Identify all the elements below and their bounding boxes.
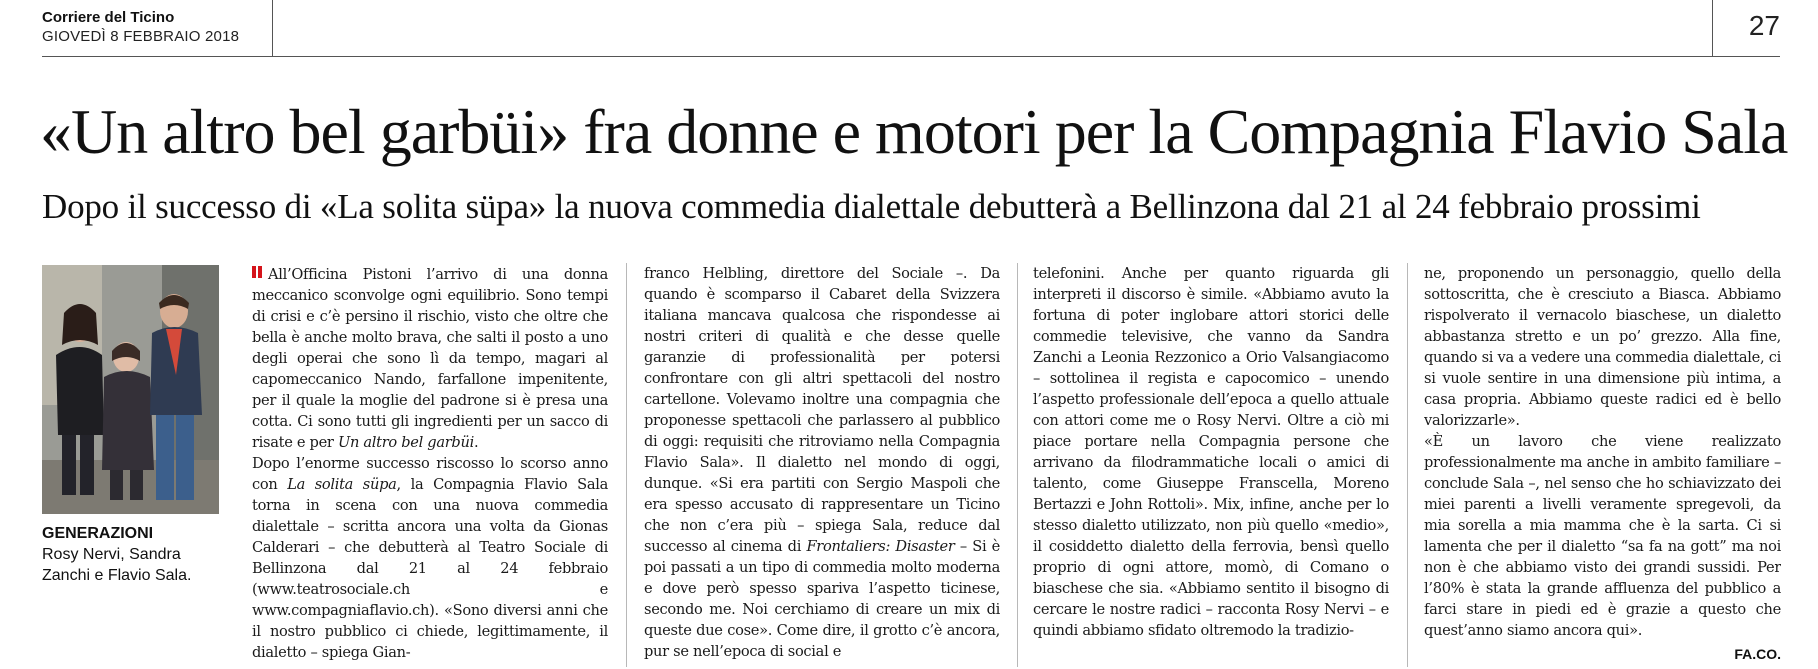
article-column-2 [644, 263, 1000, 667]
article-headline: «Un altro bel garbüi» fra donne e motori per la Compagnia Flavio Sala [40, 96, 1788, 167]
article-subhead: Dopo il successo di «La solita süpa» la nuova commedia dialettale debutterà a Bellinzona dal 21 al 24 febbraio prossimi [42, 187, 1701, 226]
photo-caption [42, 523, 222, 586]
column-divider [626, 263, 627, 667]
header-divider-left [272, 0, 273, 56]
article-photo [42, 265, 219, 514]
author-initials: FA.CO. [1734, 646, 1781, 662]
page-header [42, 0, 1780, 57]
paragraph: telefonini. Anche per quanto riguarda gli interpreti il discorso è simile. «Abbiamo avuto la fortuna di poter inglobare attori storici delle commedie televisive, che vanno da Sandra Zanchi a Leonia Rezzonico a Orio Valsangiacomo – sottolinea il regista e capocomico – unendo l’aspetto professionale dell’epoca a quello attuale con attori come me o Rosy Nervi. Oltre a ciò mi piace portare nella Compagnia persone che arrivano da filodrammatiche locali o amici di talento, come Giuseppe Franscella, Moreno Bertazzi e John Rottoli». Mix, infine, anche per lo stesso dialetto utilizzato, non più quello «medio», il cosiddetto dialetto della ferrovia, bensì quello proprio di ogni attore, momò, di Comano o biaschese che sia. «Abbiamo sentito il bisogno di cercare le nostre radici – racconta Rosy Nervi – e quindi abbiamo sfidato oltremodo la tradizio- [1033, 265, 1389, 639]
text-run: All’Officina Pistoni l’arrivo di una donna meccanico sconvolge ogni equilibrio. Sono tempi di crisi e c’è persino il rischio, visto che oltre che bella è anche molto brava, che salti il posto a uno degli operai che sono lì da tempo, magari al capomeccanico Nando, farfallone impenitente, per il quale la moglie del padrone si è presa una cotta. Ci sono tutti gli ingredienti per un sacco di risate e per [252, 266, 608, 451]
paragraph [252, 263, 608, 453]
text-run: franco Helbling, direttore del Sociale –. Da quando è scomparso il Cabaret della Svizzera italiana mancava qualcosa che rispondesse ai nostri criteri di qualità e che desse quelle garanzie di professionalità per potersi confrontare con gli altri spettacoli del nostro cartellone. Volevamo inoltre una compagnia che proponesse spettacoli che parlassero al pubblico di oggi: requisiti che ritroviamo nella Compagnia Flavio Sala». Il dialetto nel mondo di oggi, dunque. «Si era partiti con Sergio Maspoli che era spesso accusato di rappresentare un Ticino che non c’era più – spiega Sala, reduce dal successo al cinema di [644, 265, 1000, 555]
group-portrait-image [42, 265, 219, 514]
text-run: . [473, 434, 479, 451]
title-italic: Un altro bel garbüi [337, 434, 474, 451]
title-italic: Frontaliers: Disaster [806, 538, 955, 555]
paragraph: «È un lavoro che viene realizzato professionalmente ma anche in ambito familiare – conclude Sala –, nel senso che ho schiavizzato dei miei parenti a livelli veramente spregevoli, da mia sorella a mia mamma che è la sarta. Ci si lamenta che per il dialetto “sa fa na gott” ma noi non è che abbiamo visto dei grandi sussidi. Per l’80% è stata la grande affluenza del pubblico a farci stare in piedi ed è grazie a questo che quest’anno siamo ancora qui». [1424, 433, 1781, 639]
section-marker-icon [252, 263, 264, 284]
text-run: – Si è poi passati a un tipo di commedia molto moderna e dove però spesso spariva l’aspetto ticinese, secondo me. Noi cerchiamo di creare un mix di queste due cose». Come dire, il grotto c’è ancora, pur se nell’epoca di social e [644, 538, 1000, 660]
issue-date: GIOVEDÌ 8 FEBBRAIO 2018 [42, 28, 240, 45]
title-italic: La solita süpa [287, 476, 397, 493]
caption-text: Rosy Nervi, Sandra Zanchi e Flavio Sala. [42, 546, 192, 584]
column-divider [1407, 263, 1408, 667]
caption-title: GENERAZIONI [42, 525, 154, 542]
paragraph [644, 263, 1000, 662]
header-divider-right [1712, 0, 1713, 56]
paragraph [252, 453, 608, 663]
newspaper-name: Corriere del Ticino [42, 9, 175, 26]
article-column-3 [1033, 263, 1389, 667]
text-run: , la Compagnia Flavio Sala torna in scena con una nuova commedia dialettale – scritta ancora una volta da Gionas Calderari – che debutterà al Teatro Sociale di Bellinzona dal 21 al 24 febbraio (www.teatrosociale.ch e www.compagniaflavio.ch). «Sono diversi anni che il nostro pubblico ci chiede, legittimamente, il dialetto – spiega Gian- [252, 476, 608, 661]
page-number: 27 [1748, 10, 1780, 41]
text-run: Dopo l’enorme successo riscosso lo scorso anno con [252, 455, 608, 493]
column-divider [1017, 263, 1018, 667]
paragraph: ne, proponendo un personaggio, quello della sottoscritta, che è cresciuto a Biasca. Abbiamo rispolverato il vernacolo biaschese, un dialetto abbastanza stretto e un po’ grezzo. Alla fine, quando si va a vedere una commedia dialettale, ci si vuole sentire in una dimensione più intima, a casa propria. Abbiamo queste radici ed è bello valorizzarle». [1424, 265, 1781, 429]
article-column-1 [252, 263, 608, 667]
article-column-4 [1424, 263, 1781, 667]
